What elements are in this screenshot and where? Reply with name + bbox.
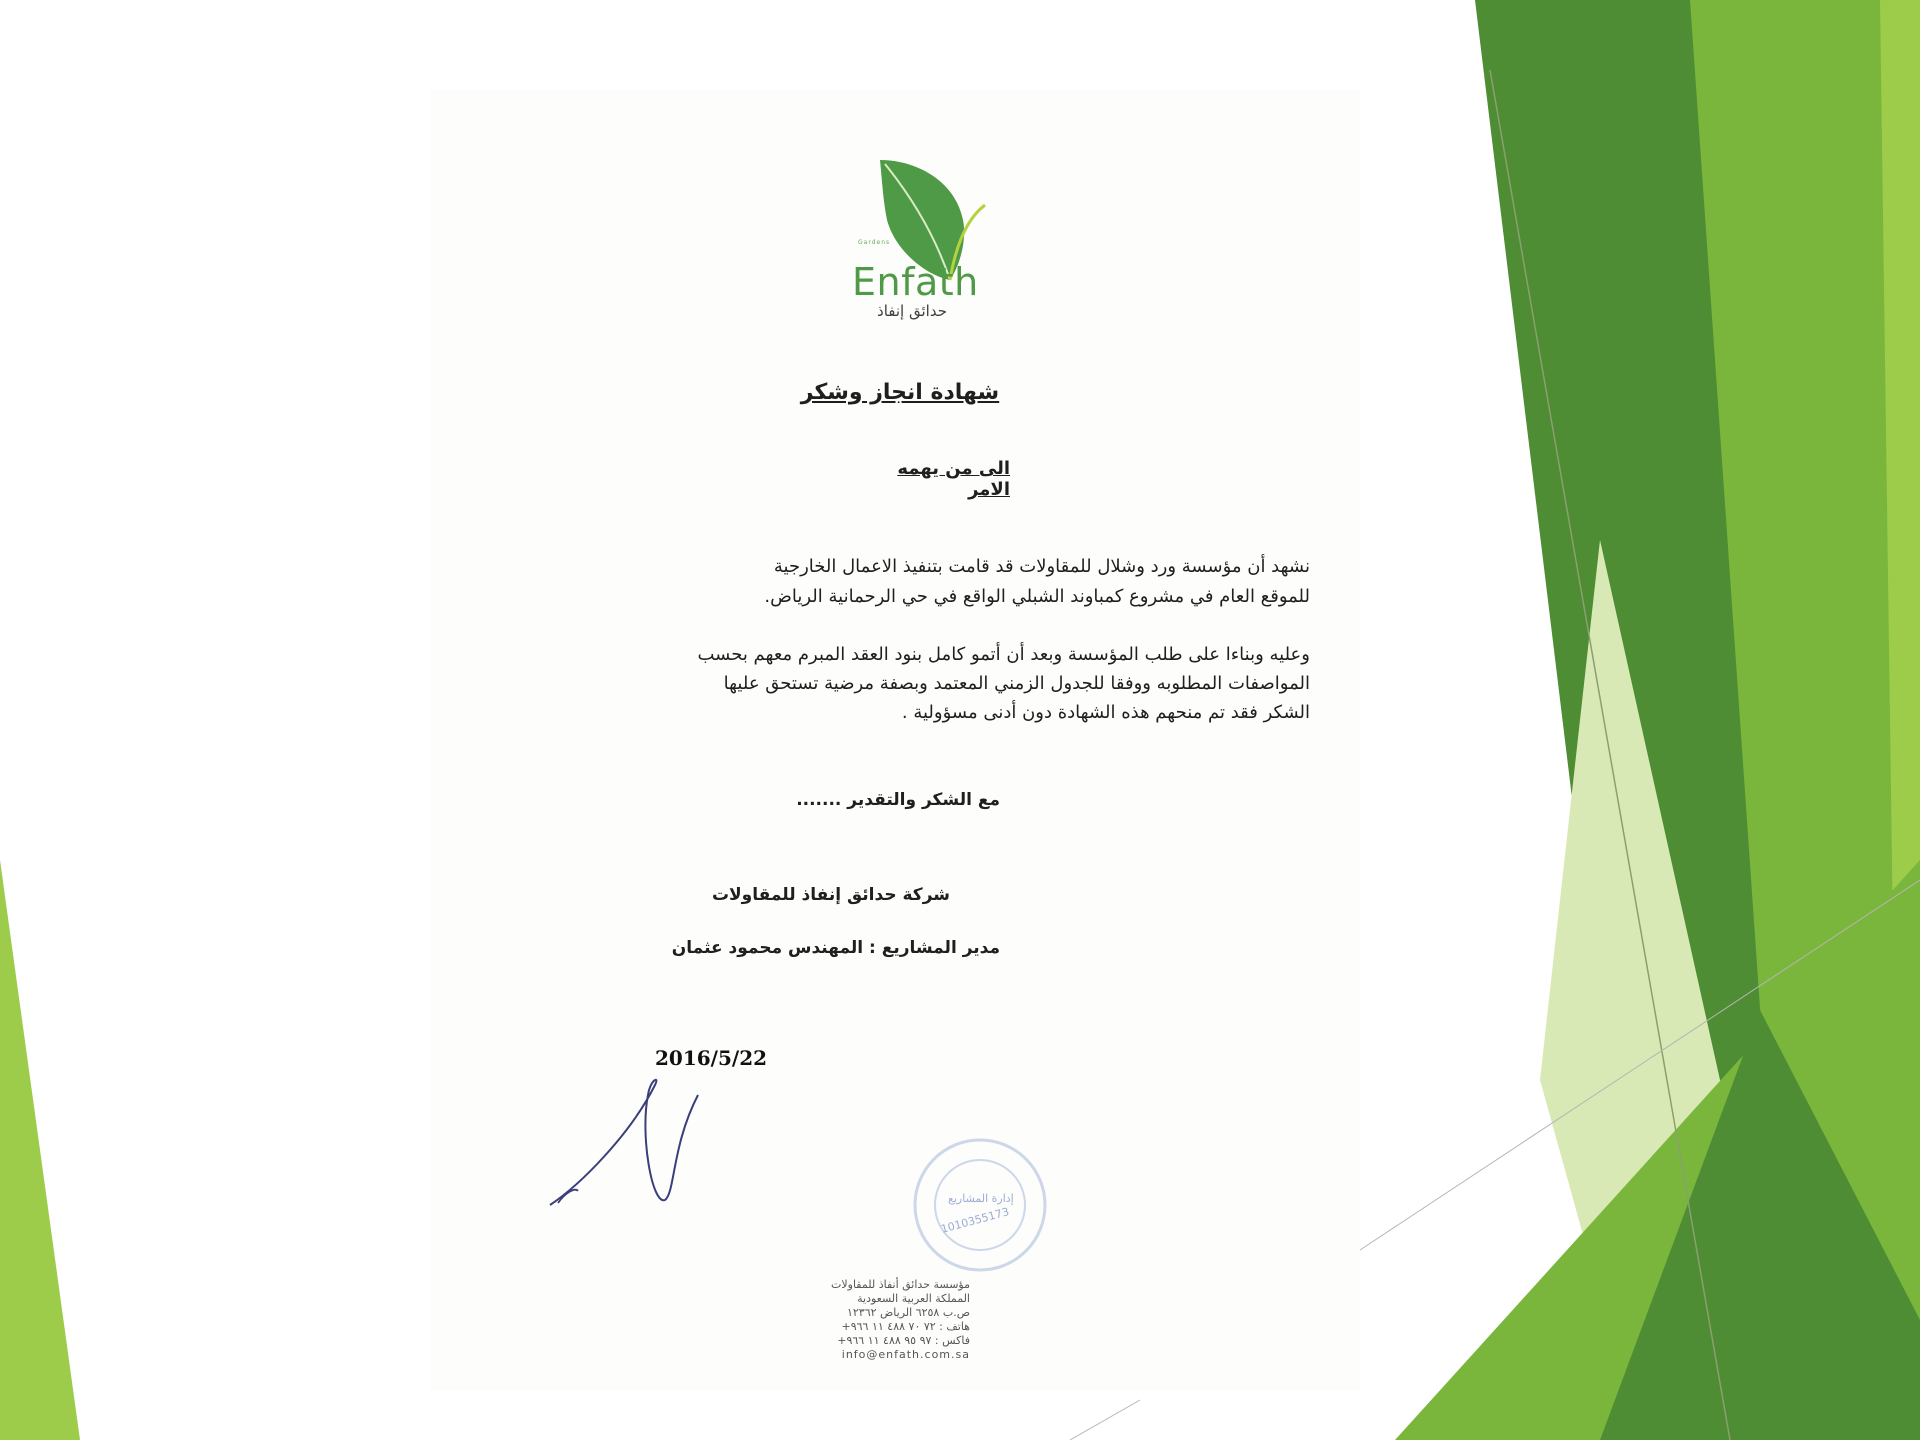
footer-line: مؤسسة حدائق أنفاذ للمقاولات (831, 1278, 970, 1291)
brand-small-text: Gardens (858, 239, 891, 246)
letterhead-footer (760, 1278, 970, 1361)
letter-date: 2016/5/22 (655, 1046, 768, 1070)
signature (540, 1075, 740, 1215)
stamp-number: 1010355173 (939, 1205, 1011, 1236)
paragraph-line: المواصفات المطلوبه ووفقا للجدول الزمني المعتمد وبصفة مرضية تستحق عليها (723, 673, 1310, 694)
salutation: الى من يهمه الامر (897, 458, 1010, 500)
stamp-label: إدارة المشاريع (948, 1192, 1014, 1205)
thin-line (1070, 1400, 1140, 1440)
paragraph-line: وعليه وبناءا على طلب المؤسسة وبعد أن أتمو كامل بنود العقد المبرم معهم بحسب (697, 644, 1310, 665)
footer-line: المملكة العربية السعودية (857, 1292, 970, 1305)
paragraph-line: للموقع العام في مشروع كمباوند الشبلي الواقع في حي الرحمانية الرياض. (764, 586, 1310, 607)
brand-arabic-name: حدائق إنفاذ (877, 302, 947, 320)
certificate-document (430, 90, 1360, 1390)
paragraph-line: نشهد أن مؤسسة ورد وشلال للمقاولات قد قامت بتنفيذ الاعمال الخارجية (773, 556, 1310, 577)
paragraph-1 (530, 552, 1310, 612)
closing-line: مع الشكر والتقدير ....... (796, 790, 1000, 810)
certificate-title: شهادة انجاز وشكر (800, 380, 1000, 405)
footer-line: هاتف : ٧٢ ٧٠ ٤٨٨ ١١ ٩٦٦+ (841, 1320, 970, 1333)
company-stamp (900, 1130, 1060, 1280)
paragraph-2 (530, 640, 1310, 727)
brand-name: Enfath (852, 260, 979, 304)
left-green-decoration (0, 860, 80, 1440)
company-name: شركة حدائق إنفاذ للمقاولات (711, 885, 950, 905)
project-manager: مدير المشاريع : المهندس محمود عثمان (671, 938, 1000, 958)
paragraph-line: الشكر فقد تم منحهم هذه الشهادة دون أدنى مسؤولية . (901, 702, 1310, 723)
footer-line: فاكس : ٩٧ ٩٥ ٤٨٨ ١١ ٩٦٦+ (837, 1334, 970, 1347)
footer-email: info@enfath.com.sa (841, 1348, 970, 1361)
footer-line: ص.ب ٦٢٥٨ الرياض ١٢٣٦٢ (846, 1306, 970, 1319)
